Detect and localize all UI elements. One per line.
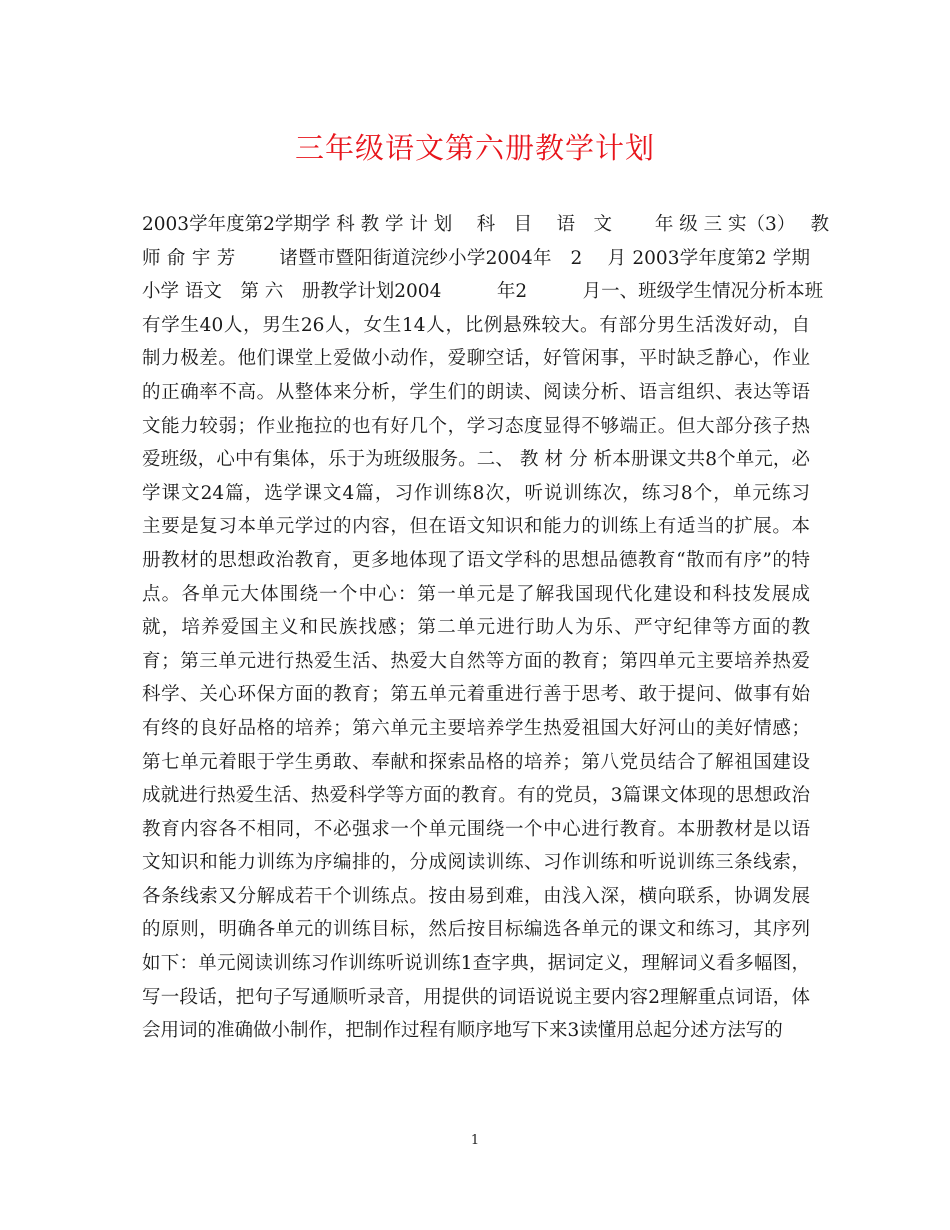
text-line: 各条线索又分解成若干个训练点。按由易到难，由浅入深，横向联系，协调发展 [142, 885, 810, 907]
document-body [142, 208, 829, 1048]
text-line: 第七单元着眼于学生勇敢、奉献和探索品格的培养；第八党员结合了解祖国建设 [142, 751, 810, 773]
text-line: 小学 语文 第 六 册教学计划2004 年2 月一、班级学生情况分析本班 [142, 281, 824, 303]
document-title: 三年级语文第六册教学计划 [294, 131, 655, 165]
text-line: 的原则，明确各单元的训练目标，然后按目标编选各单元的课文和练习，其序列 [142, 919, 810, 941]
text-line: 如下：单元阅读训练习作训练听说训练1查字典，据词定义，理解词义看多幅图， [142, 953, 810, 975]
text-line: 写一段话，把句子写通顺听录音，用提供的词语说说主要内容2理解重点词语，体 [142, 986, 810, 1008]
text-line: 就，培养爱国主义和民族找感；第二单元进行助人为乐、严守纪律等方面的教 [142, 617, 810, 639]
text-line: 爱班级，心中有集体，乐于为班级服务。二、 教 材 分 析本册课文共8个单元，必 [142, 449, 810, 471]
text-line: 师 俞 宇 芳 诸暨市暨阳街道浣纱小学2004年 2 月 2003学年度第2 学期 [142, 247, 810, 269]
text-line: 教育内容各不相同，不必强求一个单元围绕一个中心进行教育。本册教材是以语 [142, 818, 810, 840]
text-line: 文能力较弱；作业拖拉的也有好几个，学习态度显得不够端正。但大部分孩子热 [142, 415, 810, 437]
text-line: 册教材的思想政治教育，更多地体现了语文学科的思想品德教育“散而有序”的特 [142, 549, 810, 571]
text-line: 文知识和能力训练为序编排的，分成阅读训练、习作训练和听说训练三条线索， [142, 852, 810, 874]
text-line: 科学、关心环保方面的教育；第五单元着重进行善于思考、敢于提问、做事有始 [142, 684, 810, 706]
text-line: 主要是复习本单元学过的内容，但在语文知识和能力的训练上有适当的扩展。本 [142, 516, 810, 538]
text-line: 的正确率不高。从整体来分析，学生们的朗读、阅读分析、语言组织、表达等语 [142, 381, 810, 403]
text-line: 有终的良好品格的培养；第六单元主要培养学生热爱祖国大好河山的美好情感； [142, 717, 810, 739]
text-line: 2003学年度第2学期学 科 教 学 计 划 科 目 语 文 年 级 三 实（3） 教 [142, 214, 829, 235]
text-line: 会用词的准确做小制作，把制作过程有顺序地写下来3读懂用总起分述方法写的 [142, 1020, 783, 1042]
text-line: 有学生40人，男生26人，女生14人，比例悬殊较大。有部分男生活泼好动，自 [142, 314, 810, 336]
text-line: 点。各单元大体围绕一个中心：第一单元是了解我国现代化建设和科技发展成 [142, 583, 810, 605]
text-line: 成就进行热爱生活、热爱科学等方面的教育。有的党员，3篇课文体现的思想政治 [142, 785, 810, 807]
page-number: 1 [470, 1133, 480, 1148]
text-line: 学课文24篇，选学课文4篇，习作训练8次，听说训练次，练习8个，单元练习 [142, 482, 810, 504]
text-line: 制力极差。他们课堂上爱做小动作，爱聊空话，好管闲事，平时缺乏静心，作业 [142, 348, 810, 370]
text-line: 育；第三单元进行热爱生活、热爱大自然等方面的教育；第四单元主要培养热爱 [142, 650, 810, 672]
